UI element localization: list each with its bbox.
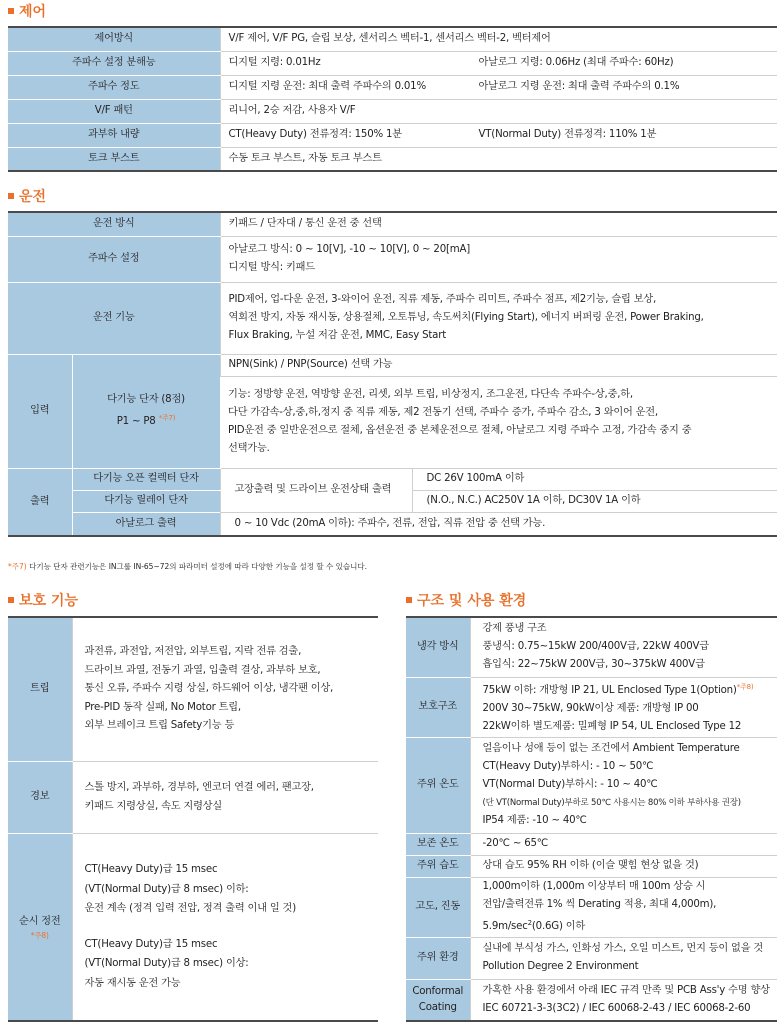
table-row — [8, 468, 777, 490]
open-collector-label: 다기능 오픈 컬렉터 단자 — [72, 468, 220, 490]
table-row — [8, 282, 777, 354]
multi-terminal-label: 다기능 단자 (8점) P1 ~ P8 $^{*주7)}$ — [72, 354, 220, 468]
section-title-structure: 구조 및 사용 환경 — [406, 593, 526, 609]
humidity-value: 상대 습도 95% RH 이하 (이슬 맺힘 현상 없을 것) — [470, 855, 777, 877]
table-row — [8, 236, 777, 282]
enclosure-value: 75kW 이하: 개방형 IP 21, UL Enclosed Type 1(Option)$^{*주8)}$ 200V 30~75kW, 90kW이상 제품: 개방형 IP 00 22kW이하 별도제품: 밀폐형 IP 54, UL Enclosed Type 12 — [470, 677, 777, 737]
table-row — [406, 877, 777, 937]
ambient-temp-value: 얼음이나 성애 등이 없는 조건에서 Ambient Temperature CT(Heavy Duty)부하시: - 10 ~ 50℃ VT(Normal Duty)부하시: - 10 ~ 40℃ (단 VT(Normal Duty)부하로 50℃ 사용시는 80% 이하 부하사용 권장) IP54 제품: -10 ~ 40℃ — [470, 737, 777, 833]
enclosure-label: 보호구조 — [406, 677, 470, 737]
row-value: 키패드 / 단자대 / 통신 운전 중 선택 — [220, 212, 777, 236]
table-row — [406, 833, 777, 855]
row-value: 디지털 지령 운전: 최대 출력 주파수의 0.01% 아날로그 지령 운전: 최대 출력 주파수의 0.1% — [220, 75, 777, 99]
table-row — [8, 761, 378, 833]
ipf-label: 순시 정전 *주8) — [8, 833, 72, 1021]
table-row — [8, 617, 378, 761]
row-label: 제어방식 — [8, 27, 220, 51]
relay-value: (N.O., N.C.) AC250V 1A 이하, DC30V 1A 이하 — [412, 490, 777, 512]
table-row — [406, 855, 777, 877]
humidity-label: 주위 습도 — [406, 855, 470, 877]
row-label: 과부하 내량 — [8, 123, 220, 147]
storage-temp-value: -20℃ ~ 65℃ — [470, 833, 777, 855]
row-value: 디지털 지령: 0.01Hz 아날로그 지령: 0.06Hz (최대 주파수: 60Hz) — [220, 51, 777, 75]
table-row — [8, 51, 777, 75]
ipf-value: CT(Heavy Duty)급 15 msec (VT(Normal Duty)급 8 msec) 이하: 운전 계속 (정격 입력 전압, 정격 출력 이내 일 것) CT(Heavy Duty)급 15 msec (VT(Normal Duty)급 8 msec) 이상: 자동 재시동 운전 가능 — [72, 833, 378, 1021]
input-function-value: 기능: 정방향 운전, 역방향 운전, 리셋, 외부 트립, 비상정지, 조그운전, 다단속 주파수-상,중,하, 다단 가감속-상,중,하,정지 중 직류 제동, 제2 전동기 선택, 주파수 증가, 주파수 감소, 3 와이어 운전, PID운전 중 일반운전으로 절체, 옵션운전 중 본체운전으로 절체, 아날로그 지령 주파수 고정, 가감속 중지 중 선택가능. — [220, 376, 777, 468]
relay-label: 다기능 릴레이 단자 — [72, 490, 220, 512]
environment-value: 실내에 부식성 가스, 인화성 가스, 오일 미스트, 먼지 등이 없을 것 Pollution Degree 2 Environment — [470, 937, 777, 979]
row-value: 아날로그 방식: 0 ~ 10[V], -10 ~ 10[V], 0 ~ 20[mA] 디지털 방식: 키패드 — [220, 236, 777, 282]
input-label: 입력 — [8, 354, 72, 468]
table-row — [406, 737, 777, 833]
cooling-label: 냉각 방식 — [406, 617, 470, 677]
row-value: 수동 토크 부스트, 자동 토크 부스트 — [220, 147, 777, 171]
row-label: V/F 패턴 — [8, 99, 220, 123]
row-label: 주파수 설정 — [8, 236, 220, 282]
row-label: 주파수 설정 분해능 — [8, 51, 220, 75]
footnote: *주7) 다기능 단자 관련기능은 IN그룹 IN-65~72의 파라미터 설정에 따라 다양한 기능을 설정 할 수 있습니다. — [8, 562, 368, 571]
control-table — [8, 26, 777, 172]
table-row — [8, 354, 777, 376]
alarm-value: 스톨 방지, 과부하, 경부하, 엔코더 연결 에러, 팬고장, 키패드 지령상실, 속도 지령상실 — [72, 761, 378, 833]
table-row — [406, 617, 777, 677]
table-row — [8, 123, 777, 147]
fault-output-value: 고장출력 및 드라이브 운전상태 출력 — [220, 468, 412, 512]
altitude-label: 고도, 진동 — [406, 877, 470, 937]
row-value: 리니어, 2승 저감, 사용자 V/F — [220, 99, 777, 123]
section-title-operation: 운전 — [8, 189, 46, 205]
row-label: 운전 기능 — [8, 282, 220, 354]
trip-value: 과전류, 과전압, 저전압, 외부트립, 지락 전류 검출, 드라이브 과열, 전동기 과열, 입출력 결상, 과부하 보호, 통신 오류, 주파수 지령 상실, 하드웨어 이상, 냉각팬 이상, Pre-PID 동작 실패, No Motor 트립, 외부 브레이크 트립 Safety기능 등 — [72, 617, 378, 761]
table-row — [406, 937, 777, 979]
table-row — [8, 212, 777, 236]
analog-output-label: 아날로그 출력 — [72, 512, 220, 536]
row-label: 주파수 정도 — [8, 75, 220, 99]
section-title-protection: 보호 기능 — [8, 593, 78, 609]
table-row — [8, 833, 378, 1021]
environment-label: 주위 환경 — [406, 937, 470, 979]
row-label: 운전 방식 — [8, 212, 220, 236]
trip-label: 트립 — [8, 617, 72, 761]
altitude-value: 1,000m이하 (1,000m 이상부터 매 100m 상승 시 전압/출력전류 1% 씩 Derating 적용, 최대 4,000m), $5.9m/\sec^2(0.6G)$ 이하 — [470, 877, 777, 937]
operation-table — [8, 211, 777, 537]
table-row — [406, 979, 777, 1021]
output-label: 출력 — [8, 468, 72, 536]
table-row — [8, 75, 777, 99]
row-value: CT(Heavy Duty) 전류정격: 150% 1분 VT(Normal Duty) 전류정격: 110% 1분 — [220, 123, 777, 147]
table-row — [406, 677, 777, 737]
alarm-label: 경보 — [8, 761, 72, 833]
table-row — [8, 99, 777, 123]
table-row — [8, 512, 777, 536]
analog-output-value: 0 ~ 10 Vdc (20mA 이하): 주파수, 전류, 전압, 직류 전압 중 선택 가능. — [220, 512, 777, 536]
row-value: V/F 제어, V/F PG, 슬립 보상, 센서리스 벡터-1, 센서리스 벡터-2, 벡터제어 — [220, 27, 777, 51]
protection-table — [8, 616, 378, 1022]
open-collector-value: DC 26V 100mA 이하 — [412, 468, 777, 490]
ambient-temp-label: 주위 온도 — [406, 737, 470, 833]
npn-pnp-value: NPN(Sink) / PNP(Source) 선택 가능 — [220, 354, 777, 376]
storage-temp-label: 보존 온도 — [406, 833, 470, 855]
row-label: 토크 부스트 — [8, 147, 220, 171]
conformal-coating-label: Conformal Coating — [406, 979, 470, 1021]
cooling-value: 강제 풍냉 구조 풍냉식: 0.75~15kW 200/400V급, 22kW 400V급 흡입식: 22~75kW 200V급, 30~375kW 400V급 — [470, 617, 777, 677]
section-title-control: 제어 — [8, 4, 46, 20]
table-row — [8, 147, 777, 171]
row-value: PID제어, 업-다운 운전, 3-와이어 운전, 직류 제동, 주파수 리미트, 주파수 점프, 제2기능, 슬립 보상, 역회전 방지, 자동 재시동, 상용절체, 오토튜닝, 속도써치(Flying Start), 에너지 버퍼링 운전, Power Braking, Flux Braking, 누설 저감 운전, MMC, Easy Start — [220, 282, 777, 354]
conformal-coating-value: 가혹한 사용 환경에서 아래 IEC 규격 만족 및 PCB Ass'y 수명 향상 IEC 60721-3-3(3C2) / IEC 60068-2-43 / IEC 60068-2-60 — [470, 979, 777, 1021]
table-row — [8, 27, 777, 51]
structure-table — [406, 616, 777, 1022]
